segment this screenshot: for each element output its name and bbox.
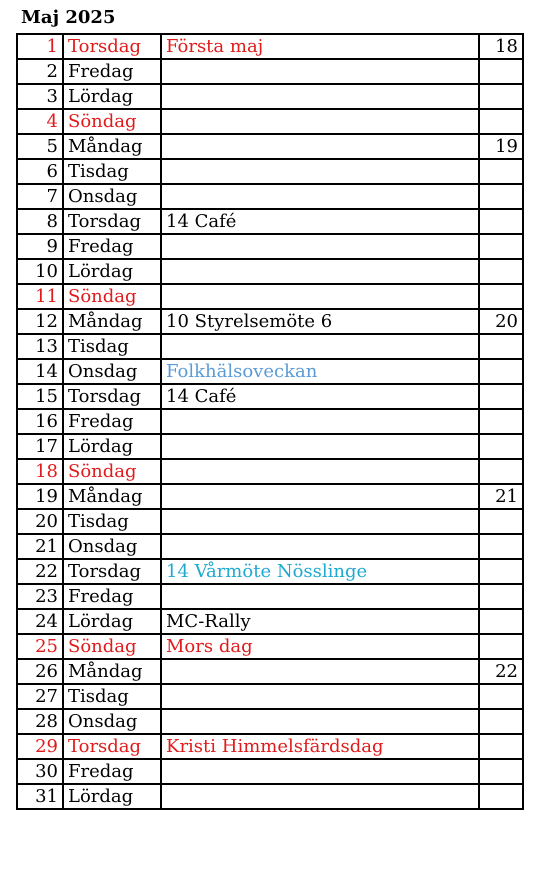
weekday-name: Onsdag	[63, 359, 161, 384]
calendar-row	[17, 659, 523, 684]
day-number: 18	[17, 459, 63, 484]
day-number: 21	[17, 534, 63, 559]
calendar-row	[17, 409, 523, 434]
weekday-name: Torsdag	[63, 734, 161, 759]
day-number: 4	[17, 109, 63, 134]
day-number: 25	[17, 634, 63, 659]
day-number: 6	[17, 159, 63, 184]
weekday-name: Lördag	[63, 84, 161, 109]
calendar-row	[17, 584, 523, 609]
weekday-name: Måndag	[63, 134, 161, 159]
event-text: 14 Café	[161, 209, 479, 234]
calendar-row	[17, 509, 523, 534]
event-text: 14 Vårmöte Nösslinge	[161, 559, 479, 584]
week-number	[479, 584, 523, 609]
day-number: 22	[17, 559, 63, 584]
day-number: 8	[17, 209, 63, 234]
day-number: 29	[17, 734, 63, 759]
weekday-name: Fredag	[63, 759, 161, 784]
calendar-row	[17, 634, 523, 659]
event-text	[161, 284, 479, 309]
event-text: Första maj	[161, 34, 479, 59]
week-number	[479, 234, 523, 259]
week-number	[479, 259, 523, 284]
calendar-row	[17, 559, 523, 584]
calendar-row	[17, 709, 523, 734]
week-number	[479, 359, 523, 384]
week-number	[479, 759, 523, 784]
day-number: 13	[17, 334, 63, 359]
calendar-row	[17, 184, 523, 209]
week-number	[479, 184, 523, 209]
event-text: 10 Styrelsemöte 6	[161, 309, 479, 334]
weekday-name: Fredag	[63, 409, 161, 434]
week-number	[479, 734, 523, 759]
weekday-name: Tisdag	[63, 684, 161, 709]
day-number: 16	[17, 409, 63, 434]
day-number: 12	[17, 309, 63, 334]
week-number	[479, 634, 523, 659]
day-number: 9	[17, 234, 63, 259]
calendar-row	[17, 309, 523, 334]
event-text	[161, 84, 479, 109]
event-text: Folkhälsoveckan	[161, 359, 479, 384]
calendar-row	[17, 384, 523, 409]
week-number: 18	[479, 34, 523, 59]
weekday-name: Onsdag	[63, 709, 161, 734]
event-text	[161, 259, 479, 284]
event-text: 14 Café	[161, 384, 479, 409]
calendar-title: Maj 2025	[21, 7, 116, 28]
weekday-name: Fredag	[63, 584, 161, 609]
week-number	[479, 409, 523, 434]
day-number: 11	[17, 284, 63, 309]
day-number: 24	[17, 609, 63, 634]
weekday-name: Tisdag	[63, 334, 161, 359]
weekday-name: Tisdag	[63, 159, 161, 184]
calendar-row	[17, 259, 523, 284]
day-number: 14	[17, 359, 63, 384]
event-text: MC-Rally	[161, 609, 479, 634]
calendar-table	[16, 33, 524, 810]
weekday-name: Torsdag	[63, 384, 161, 409]
week-number: 20	[479, 309, 523, 334]
day-number: 15	[17, 384, 63, 409]
day-number: 31	[17, 784, 63, 809]
week-number	[479, 534, 523, 559]
day-number: 26	[17, 659, 63, 684]
calendar-row	[17, 234, 523, 259]
event-text	[161, 534, 479, 559]
calendar-row	[17, 534, 523, 559]
event-text	[161, 659, 479, 684]
day-number: 20	[17, 509, 63, 534]
event-text	[161, 184, 479, 209]
event-text	[161, 134, 479, 159]
event-text	[161, 434, 479, 459]
day-number: 17	[17, 434, 63, 459]
event-text	[161, 584, 479, 609]
event-text	[161, 784, 479, 809]
weekday-name: Måndag	[63, 659, 161, 684]
day-number: 30	[17, 759, 63, 784]
calendar-row	[17, 109, 523, 134]
calendar-row	[17, 609, 523, 634]
calendar-row	[17, 209, 523, 234]
weekday-name: Söndag	[63, 109, 161, 134]
day-number: 2	[17, 59, 63, 84]
weekday-name: Fredag	[63, 234, 161, 259]
event-text	[161, 684, 479, 709]
week-number	[479, 434, 523, 459]
weekday-name: Lördag	[63, 784, 161, 809]
calendar-row	[17, 734, 523, 759]
weekday-name: Tisdag	[63, 509, 161, 534]
week-number	[479, 384, 523, 409]
event-text	[161, 709, 479, 734]
weekday-name: Onsdag	[63, 184, 161, 209]
calendar-row	[17, 784, 523, 809]
day-number: 28	[17, 709, 63, 734]
event-text	[161, 159, 479, 184]
calendar-row	[17, 484, 523, 509]
weekday-name: Måndag	[63, 309, 161, 334]
week-number	[479, 459, 523, 484]
event-text	[161, 484, 479, 509]
week-number: 21	[479, 484, 523, 509]
event-text: Kristi Himmelsfärdsdag	[161, 734, 479, 759]
calendar-row	[17, 159, 523, 184]
week-number: 22	[479, 659, 523, 684]
weekday-name: Torsdag	[63, 209, 161, 234]
calendar-row	[17, 34, 523, 59]
day-number: 7	[17, 184, 63, 209]
calendar-row	[17, 759, 523, 784]
event-text	[161, 334, 479, 359]
weekday-name: Söndag	[63, 634, 161, 659]
day-number: 19	[17, 484, 63, 509]
calendar-row	[17, 134, 523, 159]
event-text	[161, 509, 479, 534]
event-text	[161, 234, 479, 259]
week-number	[479, 284, 523, 309]
calendar-row	[17, 434, 523, 459]
weekday-name: Torsdag	[63, 559, 161, 584]
day-number: 27	[17, 684, 63, 709]
event-text	[161, 59, 479, 84]
calendar-row	[17, 84, 523, 109]
day-number: 23	[17, 584, 63, 609]
day-number: 10	[17, 259, 63, 284]
calendar-row	[17, 59, 523, 84]
week-number	[479, 159, 523, 184]
calendar-body	[17, 34, 523, 809]
week-number	[479, 559, 523, 584]
calendar-row	[17, 359, 523, 384]
weekday-name: Lördag	[63, 609, 161, 634]
calendar-row	[17, 684, 523, 709]
weekday-name: Söndag	[63, 459, 161, 484]
calendar-row	[17, 334, 523, 359]
weekday-name: Torsdag	[63, 34, 161, 59]
event-text	[161, 759, 479, 784]
day-number: 3	[17, 84, 63, 109]
weekday-name: Onsdag	[63, 534, 161, 559]
week-number	[479, 109, 523, 134]
calendar-row	[17, 284, 523, 309]
week-number	[479, 709, 523, 734]
event-text	[161, 109, 479, 134]
weekday-name: Fredag	[63, 59, 161, 84]
week-number	[479, 209, 523, 234]
event-text	[161, 409, 479, 434]
weekday-name: Lördag	[63, 259, 161, 284]
week-number: 19	[479, 134, 523, 159]
week-number	[479, 784, 523, 809]
week-number	[479, 59, 523, 84]
weekday-name: Lördag	[63, 434, 161, 459]
day-number: 1	[17, 34, 63, 59]
day-number: 5	[17, 134, 63, 159]
weekday-name: Måndag	[63, 484, 161, 509]
weekday-name: Söndag	[63, 284, 161, 309]
calendar-row	[17, 459, 523, 484]
week-number	[479, 84, 523, 109]
event-text: Mors dag	[161, 634, 479, 659]
week-number	[479, 609, 523, 634]
event-text	[161, 459, 479, 484]
week-number	[479, 334, 523, 359]
week-number	[479, 684, 523, 709]
week-number	[479, 509, 523, 534]
